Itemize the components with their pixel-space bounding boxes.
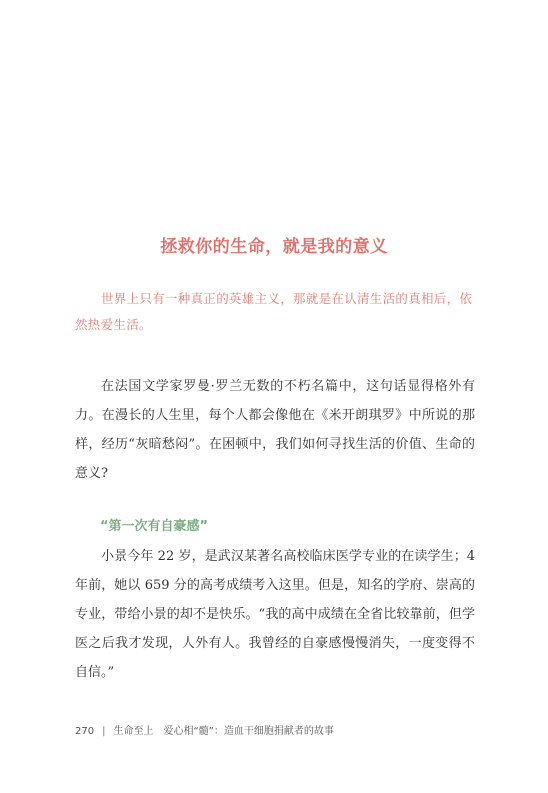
- book-subtitle: 爱心相“髓”：造血干细胞捐献者的故事: [163, 726, 334, 737]
- body-paragraph-1: 在法国文学家罗曼·罗兰无数的不朽名篇中，这句话显得格外有力。在漫长的人生里，每个人都会像他在《米开朗琪罗》中所说的那样，经历“灰暗愁闷”。在困顿中，我们如何寻找生活的价值、生命的意义?: [75, 379, 475, 481]
- epigraph-quote: 世界上只有一种真正的英雄主义，那就是在认清生活的真相后，依然热爱生活。: [75, 291, 473, 332]
- section-subheading: “第一次有自豪感”: [100, 519, 209, 534]
- book-title: 生命至上: [113, 726, 154, 737]
- footer-separator: |: [102, 726, 106, 737]
- page-footer: [75, 722, 334, 737]
- chapter-title: 拯救你的生命，就是我的意义: [160, 237, 388, 257]
- body-paragraph-2: 小景今年 22 岁，是武汉某著名高校临床医学专业的在读学生；4 年前，她以 659 分的高考成绩考入这里。但是，知名的学府、崇高的专业，带给小景的却不是快乐。“我的高中成绩在全省比较靠前，但学医之后我才发现，人外有人。我曾经的自豪感慢慢消失，一度变得不自信。”: [75, 549, 475, 680]
- page-number: 270: [75, 726, 95, 737]
